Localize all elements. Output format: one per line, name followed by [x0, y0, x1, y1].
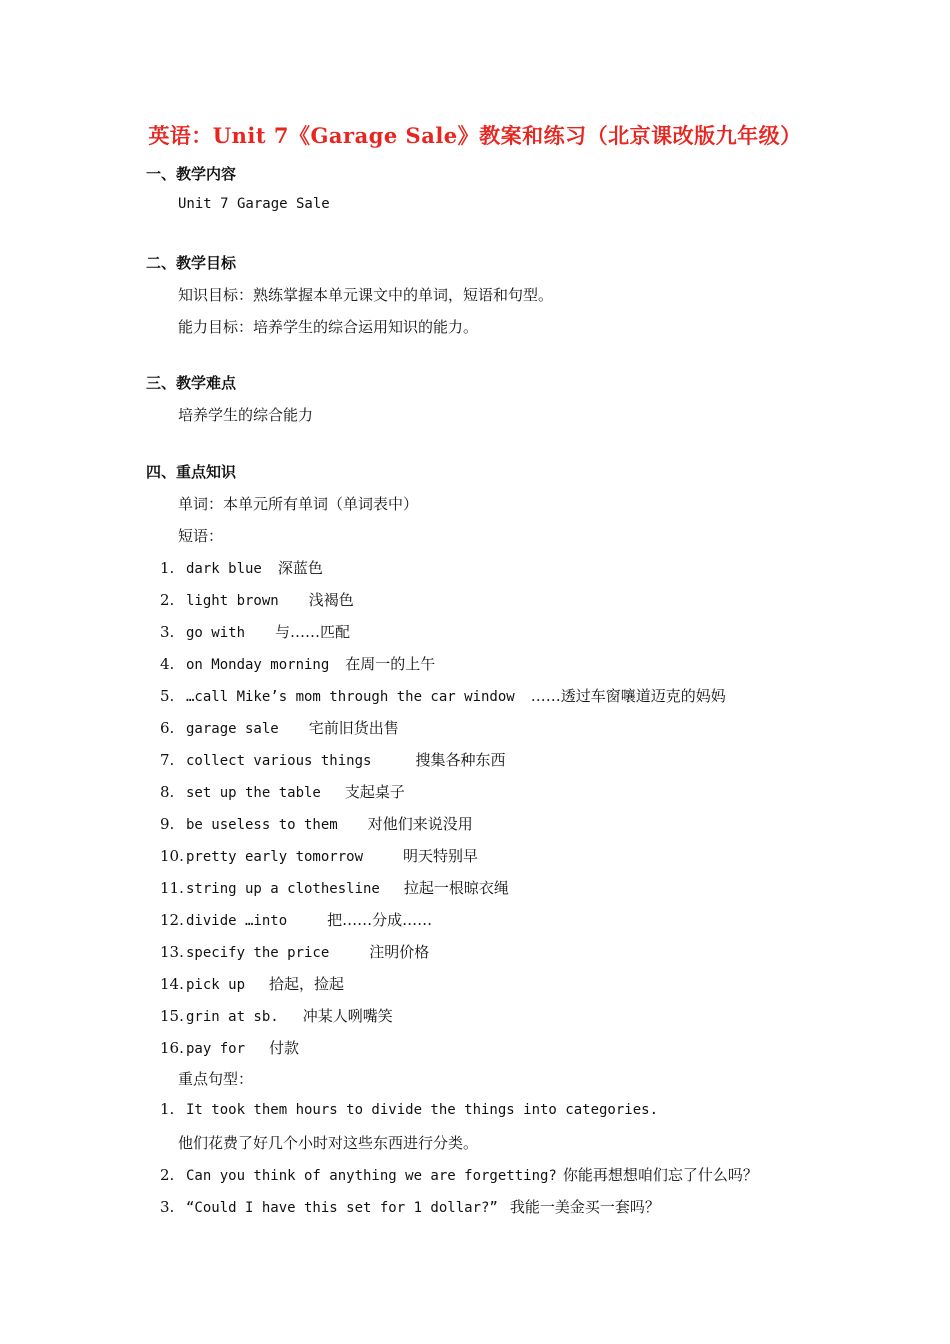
sentence-english: “Could I have this set for 1 dollar?” — [186, 1200, 498, 1216]
phrase-chinese: 对他们来说没用 — [367, 815, 473, 833]
phrase-number: 7. — [160, 751, 175, 769]
ability-goal: 能力目标：培养学生的综合运用知识的能力。 — [178, 318, 479, 336]
phrase-chinese: 注明价格 — [369, 943, 430, 961]
phrase-number: 6. — [160, 719, 175, 737]
sentence-chinese: 你能再想想咱们忘了什么吗？ — [562, 1166, 758, 1184]
sentence-item — [160, 1196, 660, 1217]
phrase-chinese: 支起桌子 — [344, 783, 405, 801]
phrase-english: dark blue — [186, 561, 262, 577]
phrase-chinese: 宅前旧货出售 — [308, 719, 399, 737]
phrase-item — [160, 813, 473, 834]
phrase-english: …call Mike’s mom through the car window — [186, 689, 515, 705]
phrase-number: 11. — [160, 879, 184, 897]
sentence-item — [160, 1164, 758, 1185]
section-heading-key-knowledge: 四、重点知识 — [146, 463, 237, 481]
phrase-english: grin at sb. — [186, 1009, 279, 1025]
phrase-chinese: 冲某人咧嘴笑 — [302, 1007, 393, 1025]
sentence-number: 3. — [160, 1198, 175, 1216]
sentence-chinese: 我能一美金买一套吗？ — [509, 1198, 660, 1216]
phrase-number: 3. — [160, 623, 175, 641]
words-line: 单词：本单元所有单词（单词表中） — [178, 495, 419, 513]
phrase-chinese: 把……分成…… — [327, 911, 433, 929]
phrase-english: divide …into — [186, 913, 288, 929]
phrase-chinese: 拉起一根晾衣绳 — [403, 879, 509, 897]
phrase-chinese: 深蓝色 — [277, 559, 323, 577]
phrase-chinese: 在周一的上午 — [345, 655, 436, 673]
phrase-item — [160, 749, 505, 770]
section-heading-goals: 二、教学目标 — [146, 254, 237, 272]
sentence-english: It took them hours to divide the things into categories. — [186, 1102, 659, 1118]
section-heading-content: 一、教学内容 — [146, 165, 237, 183]
phrase-item — [160, 1037, 299, 1058]
document-title: 英语：Unit 7《Garage Sale》教案和练习（北京课改版九年级） — [148, 123, 802, 148]
phrase-item — [160, 781, 405, 802]
sentence-item — [160, 1100, 658, 1118]
phrase-item — [160, 717, 399, 738]
sentence-chinese: 他们花费了好几个小时对这些东西进行分类。 — [178, 1134, 479, 1152]
phrase-english: be useless to them — [186, 817, 338, 833]
knowledge-goal: 知识目标：熟练掌握本单元课文中的单词，短语和句型。 — [178, 286, 554, 304]
phrase-item — [160, 589, 354, 610]
sentences-label: 重点句型： — [178, 1070, 254, 1088]
phrase-english: string up a clothesline — [186, 881, 380, 897]
phrase-item — [160, 653, 435, 674]
difficulty-text: 培养学生的综合能力 — [178, 406, 314, 424]
phrase-item — [160, 685, 726, 706]
phrase-number: 4. — [160, 655, 175, 673]
sentence-english: Can you think of anything we are forgetting? — [186, 1168, 557, 1184]
phrase-english: on Monday morning — [186, 657, 330, 673]
phrase-number: 5. — [160, 687, 175, 705]
phrase-item — [160, 845, 478, 866]
phrase-item — [160, 557, 323, 578]
phrase-number: 15. — [160, 1007, 184, 1025]
phrase-number: 2. — [160, 591, 175, 609]
phrases-label: 短语： — [178, 527, 224, 545]
phrase-chinese: 付款 — [269, 1039, 300, 1057]
phrase-english: specify the price — [186, 945, 330, 961]
phrase-english: pretty early tomorrow — [186, 849, 364, 865]
phrase-chinese: 拾起，捡起 — [269, 975, 345, 993]
phrase-chinese: 明天特别早 — [403, 847, 479, 865]
phrase-english: pick up — [186, 977, 246, 993]
phrase-number: 16. — [160, 1039, 184, 1057]
phrase-item — [160, 941, 429, 962]
phrase-number: 14. — [160, 975, 184, 993]
sentence-number: 2. — [160, 1166, 175, 1184]
phrase-item — [160, 621, 350, 642]
section-heading-difficulty: 三、教学难点 — [146, 374, 237, 392]
phrase-chinese: 浅褐色 — [308, 591, 354, 609]
phrase-english: go with — [186, 625, 246, 641]
phrase-item — [160, 877, 509, 898]
phrase-english: set up the table — [186, 785, 321, 801]
phrase-number: 8. — [160, 783, 175, 801]
phrase-english: collect various things — [186, 753, 372, 769]
unit-name: Unit 7 Garage Sale — [178, 196, 330, 212]
phrase-english: light brown — [186, 593, 279, 609]
phrase-item — [160, 1005, 393, 1026]
phrase-number: 13. — [160, 943, 184, 961]
phrase-number: 12. — [160, 911, 184, 929]
phrase-english: pay for — [186, 1041, 246, 1057]
phrase-item — [160, 909, 432, 930]
phrase-item — [160, 973, 344, 994]
phrase-number: 9. — [160, 815, 175, 833]
phrase-chinese: ……透过车窗嚷道迈克的妈妈 — [530, 687, 726, 705]
phrase-number: 10. — [160, 847, 184, 865]
phrase-english: garage sale — [186, 721, 279, 737]
phrase-number: 1. — [160, 559, 175, 577]
phrase-chinese: 与……匹配 — [275, 623, 351, 641]
phrase-chinese: 搜集各种东西 — [415, 751, 506, 769]
sentence-number: 1. — [160, 1100, 175, 1118]
